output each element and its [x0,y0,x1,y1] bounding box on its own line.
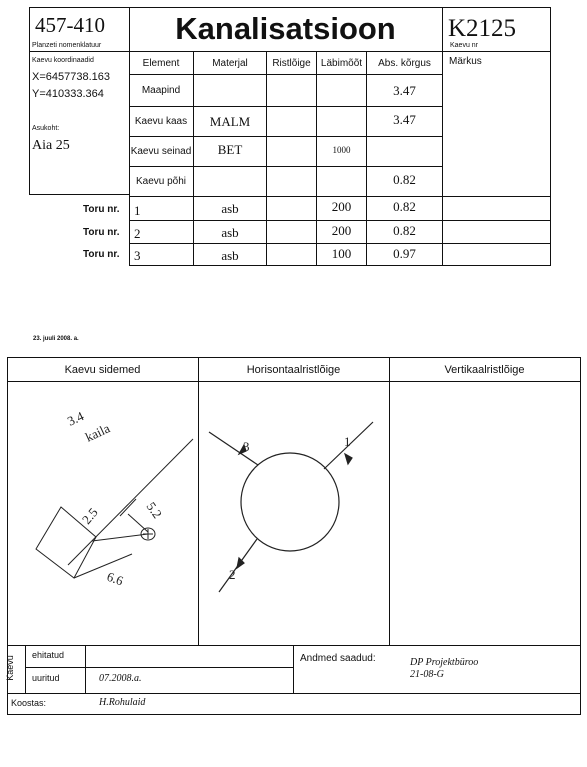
sketch-note-34: 3.4 [64,408,86,429]
coord-y: Y=410333.364 [32,88,104,100]
coords-label: Kaevu koordinaadid [32,57,94,64]
data-from-value: DP Projektbüroo [410,657,479,668]
pipe-materjal: asb [221,225,239,240]
pipe-marker: 3 [243,439,250,454]
pipe-korgus: 0.82 [393,223,416,238]
col-header-ristloige: Ristlõige [272,57,311,69]
pipe-label: Toru nr. [83,249,120,260]
tie-sketch [8,382,198,644]
row-element: Maapind [141,85,181,96]
pipe-materjal: asb [221,201,239,216]
dim-6-6: 6.6 [104,568,126,589]
date-stamp: 23. juuli 2008. a. [33,336,79,342]
pipe-label: Toru nr. [83,227,120,238]
sketch-note-kaila: kaila [82,420,113,445]
built-label: ehitatud [32,650,65,660]
footer-block [4,645,581,723]
data-from-ref: 21-08-G [410,669,444,680]
row-korgus: 3.47 [393,111,416,127]
row-element: Kaevu põhi [135,176,187,187]
col-header-materjal: Materjal [212,57,248,69]
dim-2-5: 2.5 [78,504,101,527]
col-header-markus: Märkus [449,56,482,67]
col-header-korgus: Abs. kõrgus [378,57,431,69]
row-materjal: MALM [209,113,251,129]
pipe-labimoot: 100 [331,245,352,261]
well-id-caption: Kaevu nr [450,42,479,49]
pipe-materjal: asb [221,247,239,263]
well-card [29,7,551,267]
pipe-marker: 2 [229,567,236,582]
page-title: Kanalisatsioon [175,11,396,46]
pipe-korgus: 0.82 [393,199,416,214]
row-element: Kaevu kaas [134,116,188,127]
compiled-label: Koostas: [11,698,47,708]
map-sheet-caption: Planzeti nomenklatuur [32,42,102,49]
pipe-label: Toru nr. [83,204,120,215]
row-materjal: BET [217,141,243,157]
data-from-label: Andmed saadud: [300,653,376,664]
location-value: Aia 25 [32,138,70,153]
pipe-labimoot: 200 [331,199,352,214]
surveyed-value: 07.2008.a. [99,673,142,684]
location-label: Asukoht: [32,125,60,132]
horizontal-section-sketch [199,382,388,644]
col-header-labimoot: Läbimõõt [320,57,363,69]
row-korgus: 3.47 [393,82,416,98]
well-id: K2125 [448,15,517,42]
surveyed-label: uuritud [32,673,60,683]
col-kaevu-sidemed: Kaevu sidemed [64,364,141,376]
col-vertikaalristloige: Vertikaalristlõige [444,364,525,376]
col-horisontaalristloige: Horisontaalristlõige [246,364,341,376]
col-header-element: Element [142,57,180,69]
dim-5-2: 5.2 [143,499,166,522]
map-sheet-code: 457-410 [35,13,105,37]
row-element: Kaevu seinad [130,146,192,157]
coord-x: X=6457738.163 [32,71,110,83]
pipe-nr: 1 [134,203,141,218]
row-labimoot: 1000 [332,144,351,155]
compiled-value: H.Rohulaid [99,697,146,708]
footer-side-label: Kaevu [4,655,15,681]
pipe-nr: 2 [134,226,141,241]
pipe-nr: 3 [134,248,141,263]
pipe-marker: 1 [344,434,351,449]
pipe-korgus: 0.97 [393,245,416,261]
pipe-labimoot: 200 [331,223,352,238]
row-korgus: 0.82 [393,171,416,187]
